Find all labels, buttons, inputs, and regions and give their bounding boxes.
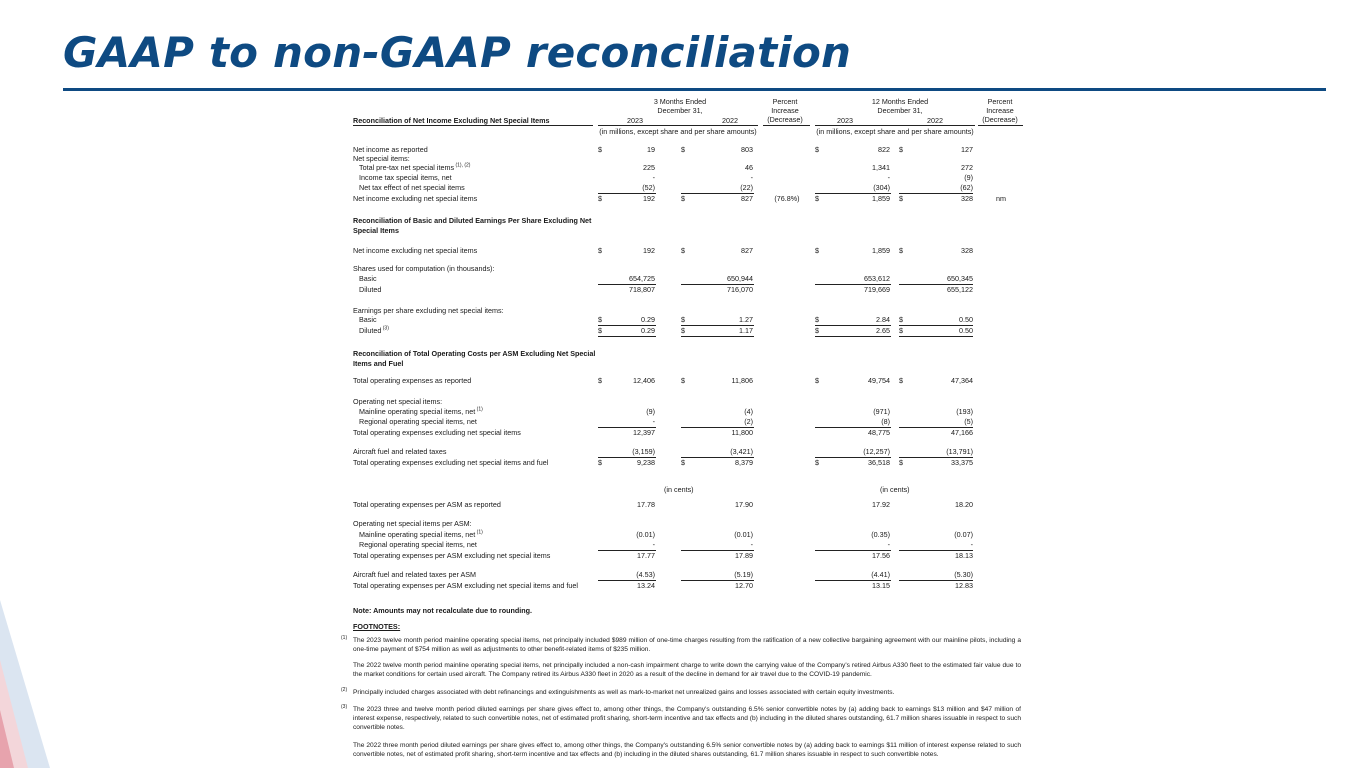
row-label: Total operating expenses per ASM excluding net special items and fuel xyxy=(353,581,578,590)
cell-q2: (3,421) xyxy=(730,447,753,456)
cell-y2: 18.13 xyxy=(955,551,973,560)
row-label: Total operating expenses per ASM excluding net special items xyxy=(353,551,551,560)
cell-q1: 12,406 xyxy=(633,376,655,385)
cell-q1: 225 xyxy=(643,163,655,172)
cell-y2: (13,791) xyxy=(946,447,973,456)
cell-q2: 827 xyxy=(741,194,753,203)
header-year-period: 12 Months Ended December 31, xyxy=(871,97,929,115)
cell-y1: 49,754 xyxy=(868,376,890,385)
header-percent-year: Percent Increase (Decrease) xyxy=(982,97,1018,124)
currency-symbol: $ xyxy=(899,194,903,203)
row-label: Total pre-tax net special items $^{(1), (2)}$ xyxy=(359,162,471,172)
cell-y2: 0.50 xyxy=(959,315,973,324)
cell-y1: 822 xyxy=(878,145,890,154)
cell-percent-change: (76.8%) xyxy=(774,194,800,203)
footnote-2: Principally included charges associated with debt refinancings and extinguishments as well as mark-to-market net unrealized gains and losses associated with certain equity investments. xyxy=(353,689,895,696)
currency-symbol: $ xyxy=(598,194,602,203)
cell-q2: 827 xyxy=(741,246,753,255)
cell-q2: - xyxy=(750,540,753,549)
cell-y2: - xyxy=(970,540,973,549)
currency-symbol: $ xyxy=(815,246,819,255)
in-cents-label-quarter: (in cents) xyxy=(664,485,694,494)
footnote-1b: The 2022 twelve month period mainline operating special items, net principally included a non-cash impairment charge to write down the carrying value of the Company's retired Airbus A330 fleet to the estimated fair value due to the market conditions for certain used aircraft. The Company retired its Airbus A330 fleet in 2020 as a result of the decline in demand for air travel due to the COVID-19 pandemic. xyxy=(353,662,1021,678)
cell-y2: (0.07) xyxy=(954,530,973,539)
cell-q1: 9,238 xyxy=(637,458,655,467)
cell-y1: (971) xyxy=(873,407,890,416)
currency-symbol: $ xyxy=(598,376,602,385)
cell-y2: (5) xyxy=(964,417,973,426)
cell-y2: 655,122 xyxy=(947,285,973,294)
footnote-1a: The 2023 twelve month period mainline operating special items, net principally included $989 million of one-time charges resulting from the ratification of a new collective bargaining agreement with our mainline pilots, including a one-time payment of $754 million as well as adjustments to other benefit-related items of $235 million. xyxy=(353,637,1021,653)
cell-q2: (4) xyxy=(744,407,753,416)
in-cents-label-year: (in cents) xyxy=(880,485,910,494)
currency-symbol: $ xyxy=(681,376,685,385)
currency-symbol: $ xyxy=(598,145,602,154)
row-label: Total operating expenses excluding net special items xyxy=(353,428,521,437)
row-label: Diluted $^{(3)}$ xyxy=(359,325,389,335)
table-title: Reconciliation of Net Income Excluding Net Special Items xyxy=(353,116,550,125)
cell-y1: 36,518 xyxy=(868,458,890,467)
footnote-marker-3: (3) xyxy=(341,704,348,710)
cell-y2: 328 xyxy=(961,246,973,255)
row-label: Total operating expenses excluding net special items and fuel xyxy=(353,458,549,467)
footnotes-heading: FOOTNOTES: xyxy=(353,622,401,631)
cell-q1: - xyxy=(652,540,655,549)
header-col-y2022: 2022 xyxy=(927,116,943,125)
currency-symbol: $ xyxy=(681,458,685,467)
cell-y1: (4.41) xyxy=(871,570,890,579)
row-label: Basic xyxy=(359,315,377,324)
currency-symbol: $ xyxy=(899,376,903,385)
cell-q2: 650,944 xyxy=(727,274,753,283)
row-label: Net income excluding net special items xyxy=(353,194,478,203)
cell-q1: 19 xyxy=(647,145,655,154)
currency-symbol: $ xyxy=(899,145,903,154)
row-label: Regional operating special items, net xyxy=(359,417,477,426)
cell-y1: 13.15 xyxy=(872,581,890,590)
header-quarter-period: 3 Months Ended December 31, xyxy=(653,97,707,115)
footnote-3b: The 2022 three month period diluted earnings per share gives effect to, among other things, the Company's outstanding 6.5% senior convertible notes by (a) adding back to earnings $11 million of interest expense related to such convertible notes, net of estimated profit sharing, short-term incentive and tax effects and (b) including in the diluted shares outstanding, 61.7 million shares issuable in respect to such convertible notes. xyxy=(353,742,1021,758)
cell-y2: 272 xyxy=(961,163,973,172)
cell-q2: 12.70 xyxy=(735,581,753,590)
cell-q2: (22) xyxy=(740,183,753,192)
cell-y1: 1,859 xyxy=(872,246,890,255)
footnote-marker-2: (2) xyxy=(341,687,348,693)
currency-symbol: $ xyxy=(598,458,602,467)
cell-q2: 1.17 xyxy=(739,326,753,335)
cell-q2: (0.01) xyxy=(734,530,753,539)
currency-symbol: $ xyxy=(815,326,819,335)
row-label: Total operating expenses as reported xyxy=(353,376,472,385)
cell-y1: 1,859 xyxy=(872,194,890,203)
cell-y2: (5.30) xyxy=(954,570,973,579)
header-units-quarter: (in millions, except share and per share amounts) xyxy=(599,127,757,136)
cell-q1: (0.01) xyxy=(636,530,655,539)
cell-y1: (304) xyxy=(873,183,890,192)
cell-q1: 17.77 xyxy=(637,551,655,560)
cell-q1: 718,807 xyxy=(629,285,655,294)
cell-y2: 47,364 xyxy=(951,376,973,385)
cell-y1: 1,341 xyxy=(872,163,890,172)
cell-y2: 18.20 xyxy=(955,500,973,509)
cell-q2: (5.19) xyxy=(734,570,753,579)
cell-y2: 12.83 xyxy=(955,581,973,590)
cell-q1: (3,159) xyxy=(632,447,655,456)
cell-y2: (62) xyxy=(960,183,973,192)
decorative-corner-graphic xyxy=(0,590,70,768)
header-col-q2023: 2023 xyxy=(627,116,643,125)
cell-y2: 0.50 xyxy=(959,326,973,335)
cell-q2: 11,800 xyxy=(731,428,753,437)
cell-y1: 2.84 xyxy=(876,315,890,324)
cell-y2: 328 xyxy=(961,194,973,203)
currency-symbol: $ xyxy=(681,194,685,203)
cell-y2: 47,166 xyxy=(951,428,973,437)
row-label: Net special items: xyxy=(353,154,410,163)
row-label: Operating net special items per ASM: xyxy=(353,519,472,528)
cell-y1: (0.35) xyxy=(871,530,890,539)
row-label: Net income excluding net special items xyxy=(353,246,478,255)
currency-symbol: $ xyxy=(815,458,819,467)
row-label: Aircraft fuel and related taxes xyxy=(353,447,447,456)
cell-q2: (2) xyxy=(744,417,753,426)
cell-q2: 803 xyxy=(741,145,753,154)
currency-symbol: $ xyxy=(598,315,602,324)
header-percent-quarter: Percent Increase (Decrease) xyxy=(767,97,803,124)
title-divider xyxy=(63,88,1326,91)
cell-q2: 17.90 xyxy=(735,500,753,509)
currency-symbol: $ xyxy=(681,246,685,255)
row-label: Mainline operating special items, net $^{(1)}$ xyxy=(359,529,483,539)
footnote-3a: The 2023 three and twelve month period diluted earnings per share gives effect to, among other things, the Company's outstanding 6.5% senior convertible notes by (a) adding back to earnings $13 million and $47 million of interest expense, respectively, related to such convertible notes, net of estimated profit sharing, short-term incentive and tax effects and (b) including in the diluted shares outstanding, 61.7 million shares issuable in respect to such convertible notes. xyxy=(353,706,1021,731)
currency-symbol: $ xyxy=(899,315,903,324)
row-label: Income tax special items, net xyxy=(359,173,452,182)
cell-q2: 17.89 xyxy=(735,551,753,560)
currency-symbol: $ xyxy=(598,326,602,335)
cell-percent-change: nm xyxy=(996,194,1006,203)
cell-q1: - xyxy=(652,173,655,182)
cell-q2: 11,806 xyxy=(731,376,753,385)
cell-q1: - xyxy=(652,417,655,426)
footnote-marker-1: (1) xyxy=(341,635,348,641)
cell-q1: 192 xyxy=(643,246,655,255)
cell-y1: 48,775 xyxy=(868,428,890,437)
cell-y1: (8) xyxy=(881,417,890,426)
row-label: Total operating expenses per ASM as reported xyxy=(353,500,501,509)
currency-symbol: $ xyxy=(815,315,819,324)
row-label: Earnings per share excluding net special items: xyxy=(353,306,504,315)
cell-y2: 33,375 xyxy=(951,458,973,467)
cell-y1: 653,612 xyxy=(864,274,890,283)
cell-y1: - xyxy=(887,173,890,182)
row-label: Diluted xyxy=(359,285,382,294)
cell-y1: (12,257) xyxy=(863,447,890,456)
cell-q1: 17.78 xyxy=(637,500,655,509)
cell-y2: (193) xyxy=(956,407,973,416)
currency-symbol: $ xyxy=(899,458,903,467)
cell-y1: 17.92 xyxy=(872,500,890,509)
cell-q1: 13.24 xyxy=(637,581,655,590)
section-casm-heading: Reconciliation of Total Operating Costs per ASM Excluding Net Special Items and Fuel xyxy=(353,349,596,368)
header-col-y2023: 2023 xyxy=(837,116,853,125)
cell-q2: 46 xyxy=(745,163,753,172)
row-label: Net tax effect of net special items xyxy=(359,183,465,192)
cell-q1: (4.53) xyxy=(636,570,655,579)
cell-q1: 12,397 xyxy=(633,428,655,437)
header-units-year: (in millions, except share and per share amounts) xyxy=(816,127,974,136)
cell-q2: 716,070 xyxy=(727,285,753,294)
currency-symbol: $ xyxy=(681,326,685,335)
row-label: Net income as reported xyxy=(353,145,428,154)
currency-symbol: $ xyxy=(815,194,819,203)
currency-symbol: $ xyxy=(815,145,819,154)
cell-q1: 0.29 xyxy=(641,315,655,324)
cell-q2: - xyxy=(750,173,753,182)
currency-symbol: $ xyxy=(681,145,685,154)
cell-y1: 719,669 xyxy=(864,285,890,294)
cell-y1: - xyxy=(887,540,890,549)
row-label: Mainline operating special items, net $^{(1)}$ xyxy=(359,406,483,416)
currency-symbol: $ xyxy=(899,246,903,255)
cell-y2: 127 xyxy=(961,145,973,154)
currency-symbol: $ xyxy=(899,326,903,335)
row-label: Shares used for computation (in thousands): xyxy=(353,264,495,273)
section-eps-heading: Reconciliation of Basic and Diluted Earnings Per Share Excluding Net Special Items xyxy=(353,216,592,235)
currency-symbol: $ xyxy=(681,315,685,324)
cell-q1: 0.29 xyxy=(641,326,655,335)
row-label: Operating net special items: xyxy=(353,397,443,406)
rounding-note: Note: Amounts may not recalculate due to rounding. xyxy=(353,606,533,615)
row-label: Basic xyxy=(359,274,377,283)
cell-q1: (9) xyxy=(646,407,655,416)
row-label: Regional operating special items, net xyxy=(359,540,477,549)
cell-y1: 17.56 xyxy=(872,551,890,560)
cell-q1: 654,725 xyxy=(629,274,655,283)
cell-q1: 192 xyxy=(643,194,655,203)
currency-symbol: $ xyxy=(815,376,819,385)
cell-q1: (52) xyxy=(642,183,655,192)
cell-q2: 8,379 xyxy=(735,458,753,467)
header-col-q2022: 2022 xyxy=(722,116,738,125)
cell-y1: 2.65 xyxy=(876,326,890,335)
cell-y2: (9) xyxy=(964,173,973,182)
currency-symbol: $ xyxy=(598,246,602,255)
cell-y2: 650,345 xyxy=(947,274,973,283)
page-title: GAAP to non-GAAP reconciliation xyxy=(63,28,852,77)
row-label: Aircraft fuel and related taxes per ASM xyxy=(353,570,477,579)
cell-q2: 1.27 xyxy=(739,315,753,324)
